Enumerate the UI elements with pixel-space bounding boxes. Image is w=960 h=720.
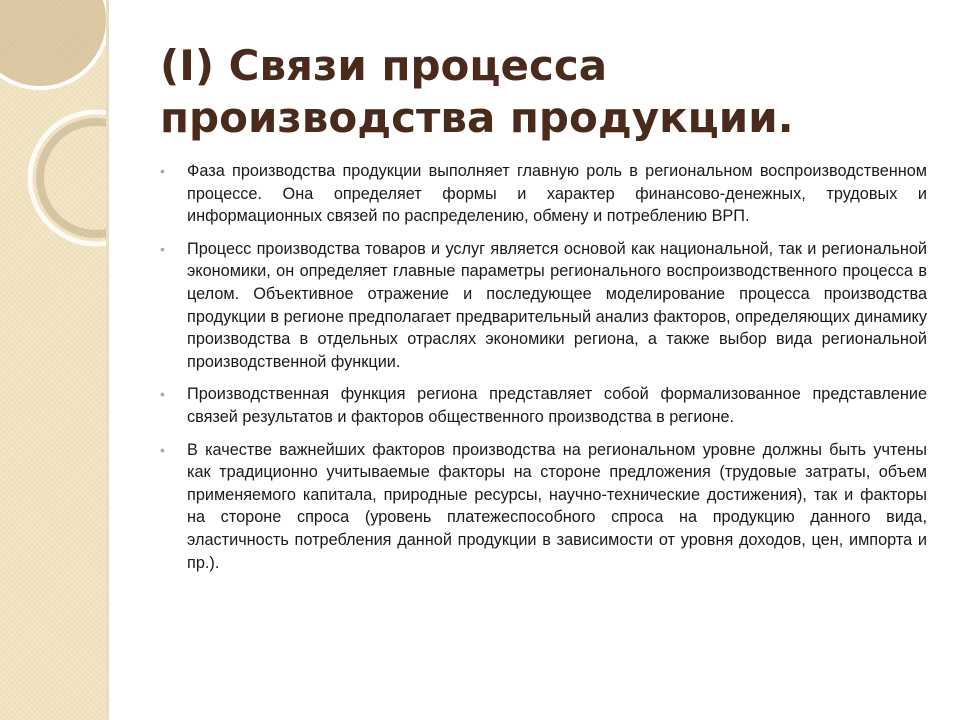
bullet-item-4 — [160, 439, 927, 575]
bullet-icon: • — [160, 386, 165, 403]
bullet-item-3 — [160, 383, 927, 428]
decorative-circles — [0, 0, 106, 720]
bullet-item-1 — [160, 160, 927, 228]
bullet-icon: • — [160, 441, 165, 458]
side-panel-edge — [106, 0, 109, 720]
bullet-item-2 — [160, 238, 927, 374]
slide-title: (I) Связи процесса производства продукции. — [160, 41, 794, 142]
bullet-text: Процесс производства товаров и услуг является основой как национальной, так и региональной экономики, он определяет главные параметры регионального воспроизводственного процесса в целом. Объективное отражение и последующее моделирование процесса производства продукции в регионе предполагает предварительный анализ факторов, определяющих динамику производства в отдельных отраслях экономики региона, а также выбор вида региональной производственной функции. — [187, 239, 927, 371]
bullet-icon: • — [160, 163, 165, 179]
bullet-text: Производственная функция региона представляет собой формализованное представление связей результатов и факторов общественного производства в регионе. — [187, 385, 927, 426]
bullet-list — [160, 160, 927, 584]
decorative-side-panel — [0, 0, 106, 720]
bullet-icon: • — [160, 240, 165, 257]
bullet-text: Фаза производства продукции выполняет главную роль в региональном воспроизводственном процессе. Она определяет формы и характер финансово-денежных, трудовых и информационных связей по распределению, обмену и потреблению ВРП. — [187, 162, 927, 226]
bullet-text: В качестве важнейших факторов производства на региональном уровне должны быть учтены как традиционно учитываемые факторы на стороне предложения (трудовые затраты, объем применяемого капитала, природные ресурсы, научно-технические достижения), так и факторы на стороне спроса (уровень платежеспособного спроса на продукцию данного вида, эластичность потребления данной продукции в зависимости от уровня доходов, цен, импорта и пр.). — [187, 440, 927, 572]
